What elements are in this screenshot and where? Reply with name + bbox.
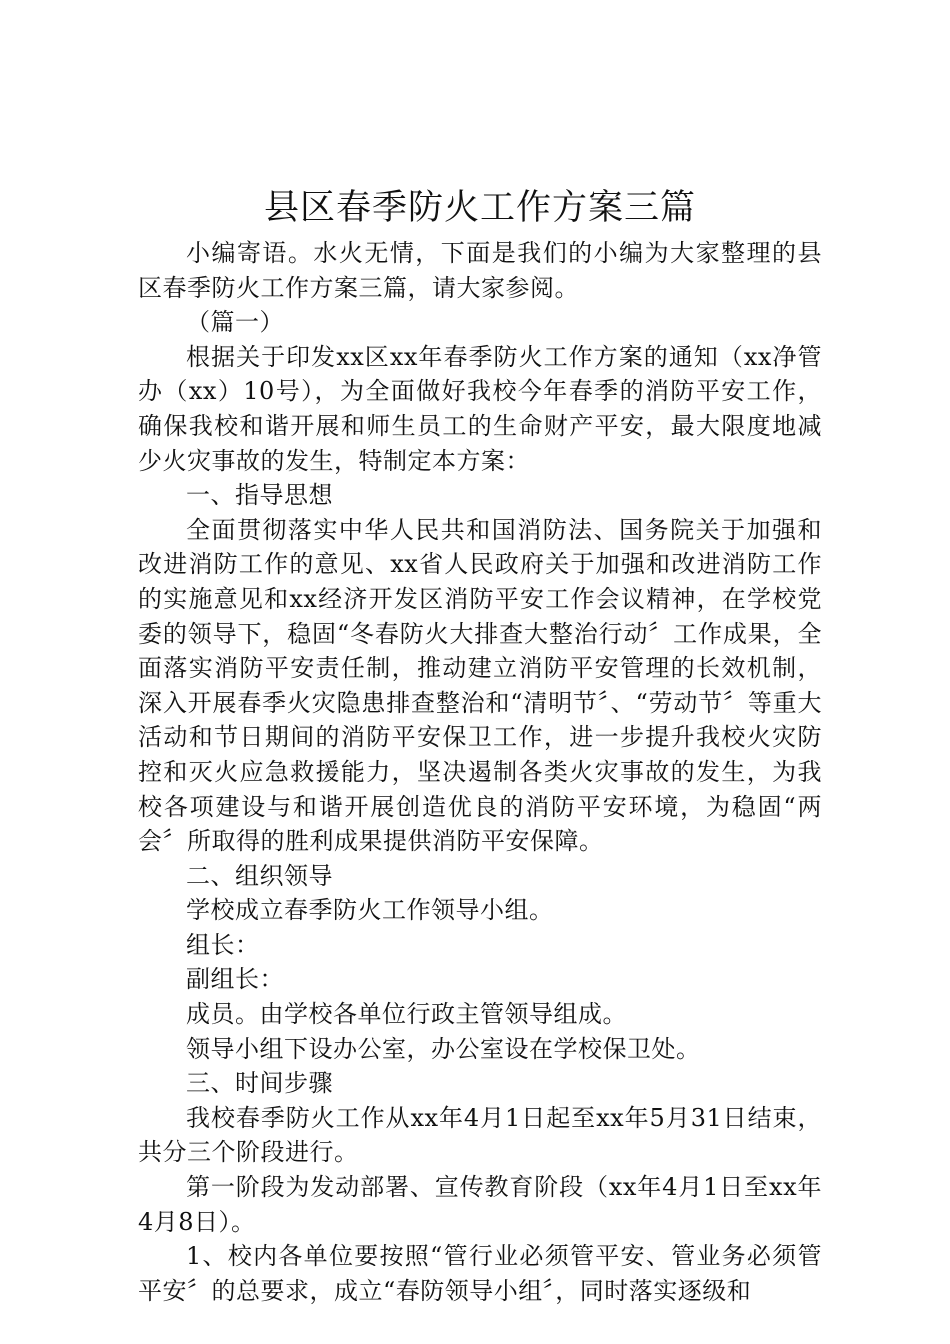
body-paragraph: 学校成立春季防火工作领导小组。 [186, 896, 554, 925]
document-title: 县区春季防火工作方案三篇 [263, 188, 696, 228]
body-paragraph: 领导小组下设办公室，办公室设在学校保卫处。 [186, 1034, 701, 1063]
section-label: （篇一） [186, 308, 284, 337]
body-paragraph: 副组长： [186, 965, 284, 994]
body-paragraph: 第一阶段为发动部署、宣传教育阶段（xx年4月1日至xx年4月8日）。 [138, 1173, 822, 1236]
intro-paragraph: 小编寄语。水火无情，下面是我们的小编为大家整理的县区春季防火工作方案三篇，请大家参阅。 [138, 239, 822, 302]
body-paragraph: 1、校内各单位要按照“管行业必须管平安、管业务必须管平安〞的总要求，成立“春防领导小组〞，同时落实逐级和 [138, 1242, 822, 1305]
body-paragraph: 成员。由学校各单位行政主管领导组成。 [186, 1000, 627, 1029]
section-heading: 三、时间步骤 [186, 1069, 333, 1098]
body-paragraph: 全面贯彻落实中华人民共和国消防法、国务院关于加强和改进消防工作的意见、xx省人民政府关于加强和改进消防工作的实施意见和xx经济开发区消防平安工作会议精神，在学校党委的领导下，稳固“冬春防火大排查大整治行动〞工作成果，全面落实消防平安责任制，推动建立消防平安管理的长效机制，深入开展春季火灾隐患排查整治和“清明节〞、“劳动节〞等重大活动和节日期间的消防平安保卫工作，进一步提升我校火灾防控和灭火应急救援能力，坚决遏制各类火灾事故的发生，为我校各项建设与和谐开展创造优良的消防平安环境，为稳固“两会〞所取得的胜利成果提供消防平安保障。 [138, 515, 822, 856]
section-heading: 二、组织领导 [186, 861, 333, 890]
body-paragraph: 组长： [186, 930, 260, 959]
body-paragraph: 根据关于印发xx区xx年春季防火工作方案的通知（xx净管办（xx）10号），为全面做好我校今年春季的消防平安工作，确保我校和谐开展和师生员工的生命财产平安，最大限度地减少火灾事故的发生，特制定本方案： [138, 342, 822, 475]
section-heading: 一、指导思想 [186, 481, 333, 510]
body-paragraph: 我校春季防火工作从xx年4月1日起至xx年5月31日结束，共分三个阶段进行。 [138, 1103, 822, 1167]
